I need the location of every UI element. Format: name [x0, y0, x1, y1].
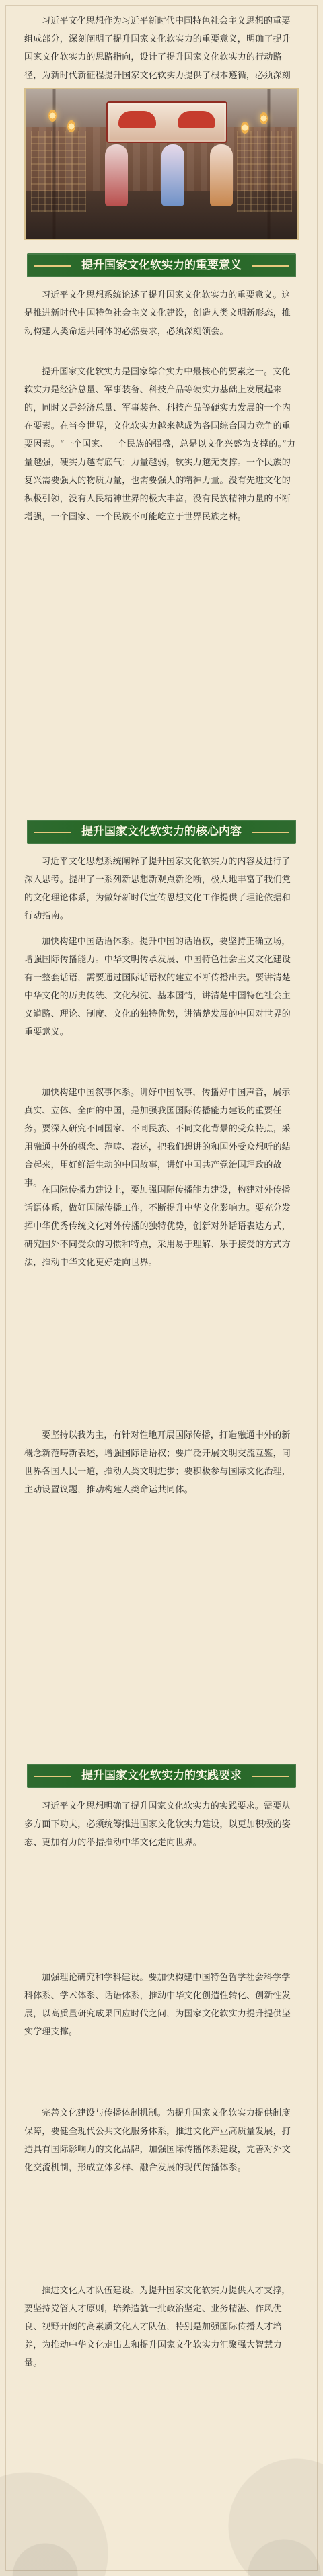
section-title-2: 提升国家文化软实力的核心内容	[27, 820, 296, 844]
lantern-icon	[260, 112, 268, 124]
section-2-paragraph-4: 在国际传播力建设上，要加强国际传播能力建设，构建对外传播话语体系，做好国际传播工作，不断提升中华文化影响力。要充分发挥中华优秀传统文化对外传播的独特优势，创新对外话语表达方式，研究国外不同受众的习惯和特点，采用易于理解、乐于接受的方式方法，推动中华文化更好走向世界。	[24, 1185, 291, 1268]
section-2-paragraph-2: 加快构建中国话语体系。提升中国的话语权，要坚持正确立场，增强国际传播能力。中华文明传承发展、中国特色社会主义文化建设有一整套话语，需要通过国际话语权的建立不断传播出去。要讲清楚中华文化的历史传统、文化积淀、基本国情，讲清楚中国特色社会主义道路、理论、制度、文化的独特优势，讲清楚发展的中国对世界的重要意义。	[24, 937, 291, 1037]
photo-sign	[106, 101, 227, 143]
lantern-icon	[48, 110, 57, 122]
section-title-3: 提升国家文化软实力的实践要求	[27, 1764, 296, 1788]
performer-figure	[210, 144, 233, 206]
section-2-paragraph-5: 要坚持以我为主，有针对性地开展国际传播，打造融通中外的新概念新范畴新表述，增强国际话语权；要广泛开展文明交流互鉴，同世界各国人民一道，推动人类文明进步；要积极参与国际文化治理，主动设置议题，推动构建人类命运共同体。	[24, 1430, 291, 1495]
section-title-1: 提升国家文化软实力的重要意义	[27, 253, 296, 277]
performer-figure	[162, 144, 184, 206]
section-3-paragraph-2: 加强理论研究和学科建设。要加快构建中国特色哲学社会科学学科体系、学术体系、话语体系，推动中华文化创造性转化、创新性发展，以高质量研究成果回应时代之问，为国家文化软实力提升提供坚实学理支撑。	[24, 1973, 291, 2037]
bottom-decoration	[0, 2533, 323, 2576]
section-3-paragraph-3: 完善文化建设与传播体制机制。为提升国家文化软实力提供制度保障，要健全现代公共文化服务体系，推进文化产业高质量发展，打造具有国际影响力的文化品牌，加强国际传播体系建设，完善对外文化交流机制，形成立体多样、融合发展的现代传播体系。	[24, 2108, 291, 2173]
lantern-icon	[241, 122, 249, 134]
intro-paragraph: 习近平文化思想作为习近平新时代中国特色社会主义思想的重要组成部分，深刻阐明了提升国家文化软实力的重要意义，明确了提升国家文化软实力的思路指向，设计了提升国家文化软实力的行动路径，为新时代新征程提升国家文化软实力提供了根本遵循，必须深刻	[24, 16, 291, 81]
section-3-paragraph-1: 习近平文化思想明确了提升国家文化软实力的实践要求。需要从多方面下功夫，必须统筹推进国家文化软实力建设，以更加积极的姿态、更加有力的举措推动中华文化走向世界。	[24, 1801, 291, 1848]
lantern-icon	[67, 120, 75, 132]
section-2-paragraph-3: 加快构建中国叙事体系。讲好中国故事，传播好中国声音，展示真实、立体、全面的中国，是加强我国国际传播能力建设的重要任务。要深入研究不同国家、不同民族、不同文化背景的受众特点，采用融通中外的概念、范畴、表述，把我们想讲的和国外受众想听的结合起来，用好鲜活生动的中国故事，讲好中国共产党治国理政的故事。	[24, 1088, 291, 1189]
section-1-paragraph-1: 习近平文化思想系统论述了提升国家文化软实力的重要意义。这是推进新时代中国特色社会主义文化建设，创造人类文明新形态，推动构建人类命运共同体的必然要求，必须深刻领会。	[24, 290, 291, 337]
section-2-paragraph-1: 习近平文化思想系统阐释了提升国家文化软实力的内容及进行了深入思考。提出了一系列新思想新观点新论断，极大地丰富了我们党的文化理论体系，为做好新时代宣传思想文化工作提供了理论依据和行动指南。	[24, 857, 291, 921]
article-photo	[24, 88, 299, 240]
section-3-paragraph-4: 推进文化人才队伍建设。为提升国家文化软实力提供人才支撑，要坚持党管人才原则，培养造就一批政治坚定、业务精湛、作风优良、视野开阔的高素质文化人才队伍，特别是加强国际传播人才培养，为推动中华文化走出去和提升国家文化软实力汇聚强大智慧力量。	[24, 2286, 291, 2368]
section-1-paragraph-2: 提升国家文化软实力是国家综合实力中最核心的要素之一。文化软实力是经济总量、军事装备、科技产品等硬实力基础上发展起来的，同时又是经济总量、军事装备、科技产品等硬实力发展的一个内在要素。在当今世界，文化软实力越来越成为各国综合国力竞争的重要因素。“一个国家、一个民族的强盛，总是以文化兴盛为支撑的。”力量越强，硬实力越有底气；力量越弱，软实力越无支撑。一个民族的复兴需要强大的物质力量，也需要强大的精神力量。没有先进文化的积极引领，没有人民精神世界的极大丰富，没有民族精神力量的不断增强，一个国家、一个民族不可能屹立于世界民族之林。	[24, 367, 296, 522]
performer-figure	[105, 144, 128, 206]
